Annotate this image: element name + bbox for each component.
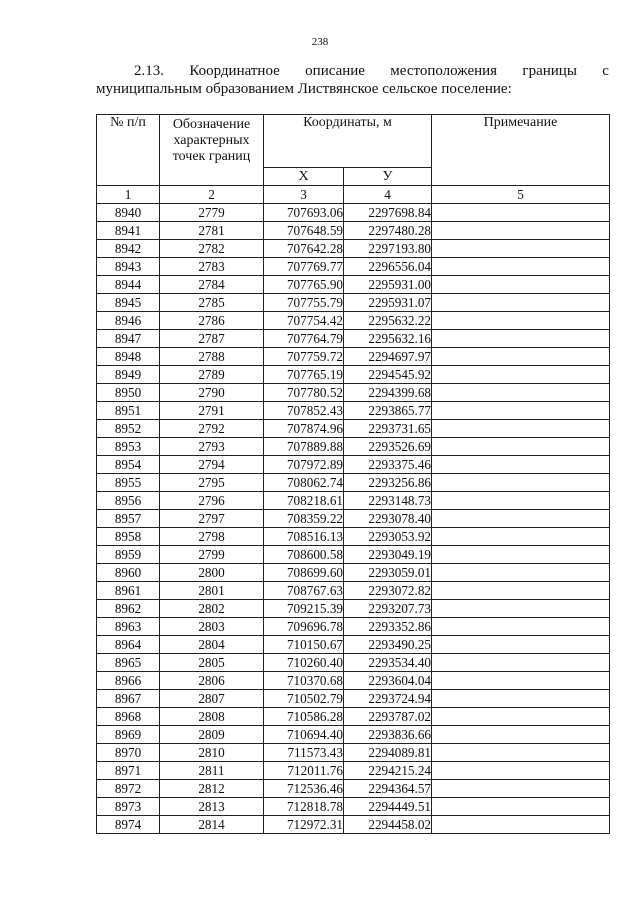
- cell-x: 712972.31: [264, 816, 344, 834]
- cell-point: 2787: [160, 330, 264, 348]
- cell-number: 8965: [97, 654, 160, 672]
- cell-y: 2293053.92: [344, 528, 432, 546]
- cell-note: [432, 276, 610, 294]
- cell-point: 2797: [160, 510, 264, 528]
- cell-x: 708062.74: [264, 474, 344, 492]
- cell-note: [432, 420, 610, 438]
- cell-number: 8951: [97, 402, 160, 420]
- cell-y: 2294697.97: [344, 348, 432, 366]
- cell-x: 707769.77: [264, 258, 344, 276]
- table-row: [97, 366, 610, 384]
- cell-number: 8962: [97, 600, 160, 618]
- column-number: 3: [264, 186, 344, 204]
- heading-word: 2.13.: [134, 63, 164, 79]
- cell-y: 2294215.24: [344, 762, 432, 780]
- cell-x: 707648.59: [264, 222, 344, 240]
- cell-number: 8949: [97, 366, 160, 384]
- cell-note: [432, 510, 610, 528]
- cell-x: 710260.40: [264, 654, 344, 672]
- table-row: [97, 330, 610, 348]
- cell-x: 707642.28: [264, 240, 344, 258]
- heading-word: местоположения: [390, 63, 498, 79]
- cell-y: 2295931.00: [344, 276, 432, 294]
- cell-number: 8954: [97, 456, 160, 474]
- cell-note: [432, 618, 610, 636]
- cell-point: 2812: [160, 780, 264, 798]
- cell-y: 2294545.92: [344, 366, 432, 384]
- table-row: [97, 438, 610, 456]
- table-row: [97, 474, 610, 492]
- cell-point: 2794: [160, 456, 264, 474]
- cell-point: 2810: [160, 744, 264, 762]
- cell-note: [432, 240, 610, 258]
- cell-point: 2807: [160, 690, 264, 708]
- heading-word: Координатное: [189, 63, 280, 79]
- cell-point: 2800: [160, 564, 264, 582]
- cell-point: 2814: [160, 816, 264, 834]
- cell-point: 2782: [160, 240, 264, 258]
- table-row: [97, 690, 610, 708]
- cell-point: 2799: [160, 546, 264, 564]
- cell-note: [432, 312, 610, 330]
- cell-x: 707889.88: [264, 438, 344, 456]
- table-row: [97, 618, 610, 636]
- table-row: [97, 816, 610, 834]
- cell-point: 2792: [160, 420, 264, 438]
- column-number-row: [97, 186, 610, 204]
- cell-number: 8942: [97, 240, 160, 258]
- table-row: [97, 492, 610, 510]
- cell-note: [432, 690, 610, 708]
- cell-note: [432, 672, 610, 690]
- cell-point: 2793: [160, 438, 264, 456]
- cell-y: 2293256.86: [344, 474, 432, 492]
- cell-note: [432, 402, 610, 420]
- cell-x: 707780.52: [264, 384, 344, 402]
- cell-x: 707972.89: [264, 456, 344, 474]
- cell-y: 2294458.02: [344, 816, 432, 834]
- cell-note: [432, 564, 610, 582]
- cell-point: 2783: [160, 258, 264, 276]
- cell-y: 2293724.94: [344, 690, 432, 708]
- table-body: [97, 204, 610, 834]
- cell-point: 2802: [160, 600, 264, 618]
- header-coordinates: Координаты, м: [264, 115, 432, 168]
- cell-number: 8956: [97, 492, 160, 510]
- cell-number: 8957: [97, 510, 160, 528]
- cell-note: [432, 636, 610, 654]
- table-row: [97, 348, 610, 366]
- cell-point: 2781: [160, 222, 264, 240]
- cell-y: 2295931.07: [344, 294, 432, 312]
- page-number: 238: [311, 36, 329, 48]
- column-number: 1: [97, 186, 160, 204]
- cell-point: 2804: [160, 636, 264, 654]
- cell-y: 2294089.81: [344, 744, 432, 762]
- heading-word: описание: [305, 63, 365, 79]
- cell-note: [432, 366, 610, 384]
- table-row: [97, 546, 610, 564]
- table-row: [97, 276, 610, 294]
- cell-note: [432, 600, 610, 618]
- cell-point: 2803: [160, 618, 264, 636]
- cell-note: [432, 582, 610, 600]
- cell-number: 8943: [97, 258, 160, 276]
- column-number: 2: [160, 186, 264, 204]
- cell-note: [432, 528, 610, 546]
- table-row: [97, 258, 610, 276]
- table-row: [97, 402, 610, 420]
- heading-line-2: муниципальным образованием Листвянское сельское поселение:: [96, 81, 512, 97]
- cell-note: [432, 654, 610, 672]
- cell-note: [432, 222, 610, 240]
- cell-number: 8952: [97, 420, 160, 438]
- cell-y: 2293375.46: [344, 456, 432, 474]
- cell-x: 712536.46: [264, 780, 344, 798]
- cell-point: 2795: [160, 474, 264, 492]
- cell-note: [432, 798, 610, 816]
- cell-point: 2785: [160, 294, 264, 312]
- cell-number: 8969: [97, 726, 160, 744]
- cell-x: 710694.40: [264, 726, 344, 744]
- cell-number: 8967: [97, 690, 160, 708]
- cell-note: [432, 294, 610, 312]
- cell-x: 709696.78: [264, 618, 344, 636]
- cell-y: 2294449.51: [344, 798, 432, 816]
- cell-x: 712011.76: [264, 762, 344, 780]
- cell-note: [432, 204, 610, 222]
- cell-note: [432, 348, 610, 366]
- cell-note: [432, 456, 610, 474]
- cell-y: 2296556.04: [344, 258, 432, 276]
- cell-x: 707874.96: [264, 420, 344, 438]
- table-row: [97, 528, 610, 546]
- cell-number: 8961: [97, 582, 160, 600]
- cell-number: 8947: [97, 330, 160, 348]
- cell-x: 712818.78: [264, 798, 344, 816]
- cell-y: 2293836.66: [344, 726, 432, 744]
- cell-point: 2806: [160, 672, 264, 690]
- table-row: [97, 456, 610, 474]
- cell-x: 707765.90: [264, 276, 344, 294]
- column-number: 5: [432, 186, 610, 204]
- cell-y: 2293059.01: [344, 564, 432, 582]
- cell-y: 2293787.02: [344, 708, 432, 726]
- cell-number: 8963: [97, 618, 160, 636]
- cell-y: 2293526.69: [344, 438, 432, 456]
- cell-y: 2293731.65: [344, 420, 432, 438]
- cell-note: [432, 762, 610, 780]
- heading-word: с: [602, 63, 609, 79]
- table-row: [97, 510, 610, 528]
- cell-x: 708516.13: [264, 528, 344, 546]
- cell-note: [432, 330, 610, 348]
- header-note: Примечание: [432, 115, 610, 186]
- cell-y: 2294364.57: [344, 780, 432, 798]
- table-row: [97, 744, 610, 762]
- cell-number: 8953: [97, 438, 160, 456]
- heading-line-1: [96, 62, 609, 80]
- cell-number: 8945: [97, 294, 160, 312]
- cell-x: 710586.28: [264, 708, 344, 726]
- cell-point: 2791: [160, 402, 264, 420]
- cell-note: [432, 546, 610, 564]
- table-row: [97, 294, 610, 312]
- cell-y: 2294399.68: [344, 384, 432, 402]
- table-row: [97, 384, 610, 402]
- cell-number: 8964: [97, 636, 160, 654]
- cell-point: 2813: [160, 798, 264, 816]
- cell-x: 709215.39: [264, 600, 344, 618]
- cell-number: 8946: [97, 312, 160, 330]
- table-row: [97, 600, 610, 618]
- cell-number: 8973: [97, 798, 160, 816]
- cell-note: [432, 744, 610, 762]
- table-row: [97, 726, 610, 744]
- cell-number: 8941: [97, 222, 160, 240]
- cell-number: 8944: [97, 276, 160, 294]
- cell-point: 2790: [160, 384, 264, 402]
- cell-x: 708218.61: [264, 492, 344, 510]
- cell-point: 2808: [160, 708, 264, 726]
- cell-y: 2293072.82: [344, 582, 432, 600]
- cell-y: 2295632.22: [344, 312, 432, 330]
- cell-point: 2779: [160, 204, 264, 222]
- cell-x: 708767.63: [264, 582, 344, 600]
- cell-x: 708359.22: [264, 510, 344, 528]
- cell-number: 8955: [97, 474, 160, 492]
- cell-x: 707693.06: [264, 204, 344, 222]
- cell-number: 8974: [97, 816, 160, 834]
- cell-note: [432, 780, 610, 798]
- cell-number: 8971: [97, 762, 160, 780]
- cell-number: 8970: [97, 744, 160, 762]
- cell-y: 2293352.86: [344, 618, 432, 636]
- table-row: [97, 204, 610, 222]
- table-row: [97, 780, 610, 798]
- table-row: [97, 708, 610, 726]
- cell-y: 2293865.77: [344, 402, 432, 420]
- cell-x: 708600.58: [264, 546, 344, 564]
- cell-note: [432, 258, 610, 276]
- cell-x: 707759.72: [264, 348, 344, 366]
- cell-x: 707754.42: [264, 312, 344, 330]
- cell-x: 707765.19: [264, 366, 344, 384]
- cell-point: 2811: [160, 762, 264, 780]
- table-row: [97, 798, 610, 816]
- cell-x: 711573.43: [264, 744, 344, 762]
- cell-number: 8940: [97, 204, 160, 222]
- coordinates-table: [96, 114, 610, 834]
- header-y: У: [344, 168, 432, 186]
- cell-number: 8948: [97, 348, 160, 366]
- cell-number: 8972: [97, 780, 160, 798]
- cell-note: [432, 474, 610, 492]
- cell-note: [432, 816, 610, 834]
- table-row: [97, 582, 610, 600]
- cell-point: 2798: [160, 528, 264, 546]
- cell-note: [432, 492, 610, 510]
- cell-y: 2293049.19: [344, 546, 432, 564]
- cell-number: 8960: [97, 564, 160, 582]
- cell-point: 2801: [160, 582, 264, 600]
- cell-x: 707755.79: [264, 294, 344, 312]
- cell-y: 2295632.16: [344, 330, 432, 348]
- cell-note: [432, 438, 610, 456]
- cell-point: 2786: [160, 312, 264, 330]
- cell-x: 707852.43: [264, 402, 344, 420]
- cell-point: 2805: [160, 654, 264, 672]
- table-row: [97, 672, 610, 690]
- cell-y: 2297480.28: [344, 222, 432, 240]
- cell-note: [432, 726, 610, 744]
- section-heading: [96, 62, 609, 98]
- cell-point: 2784: [160, 276, 264, 294]
- cell-y: 2293148.73: [344, 492, 432, 510]
- cell-x: 708699.60: [264, 564, 344, 582]
- cell-number: 8958: [97, 528, 160, 546]
- cell-y: 2297193.80: [344, 240, 432, 258]
- table-row: [97, 420, 610, 438]
- cell-y: 2293207.73: [344, 600, 432, 618]
- cell-number: 8950: [97, 384, 160, 402]
- table-row: [97, 222, 610, 240]
- table-row: [97, 654, 610, 672]
- header-num: № п/п: [97, 115, 160, 186]
- cell-x: 707764.79: [264, 330, 344, 348]
- cell-x: 710150.67: [264, 636, 344, 654]
- column-number: 4: [344, 186, 432, 204]
- header-point-designation: Обозначение характерных точек границ: [160, 115, 264, 186]
- heading-word: границы: [522, 63, 577, 79]
- cell-number: 8959: [97, 546, 160, 564]
- cell-point: 2809: [160, 726, 264, 744]
- table-row: [97, 312, 610, 330]
- cell-x: 710502.79: [264, 690, 344, 708]
- cell-x: 710370.68: [264, 672, 344, 690]
- cell-point: 2788: [160, 348, 264, 366]
- table-row: [97, 636, 610, 654]
- cell-note: [432, 708, 610, 726]
- cell-y: 2297698.84: [344, 204, 432, 222]
- cell-number: 8968: [97, 708, 160, 726]
- table-row: [97, 762, 610, 780]
- cell-y: 2293078.40: [344, 510, 432, 528]
- table-row: [97, 564, 610, 582]
- cell-point: 2789: [160, 366, 264, 384]
- cell-point: 2796: [160, 492, 264, 510]
- cell-number: 8966: [97, 672, 160, 690]
- cell-y: 2293490.25: [344, 636, 432, 654]
- cell-note: [432, 384, 610, 402]
- table-row: [97, 240, 610, 258]
- cell-y: 2293534.40: [344, 654, 432, 672]
- header-x: Х: [264, 168, 344, 186]
- cell-y: 2293604.04: [344, 672, 432, 690]
